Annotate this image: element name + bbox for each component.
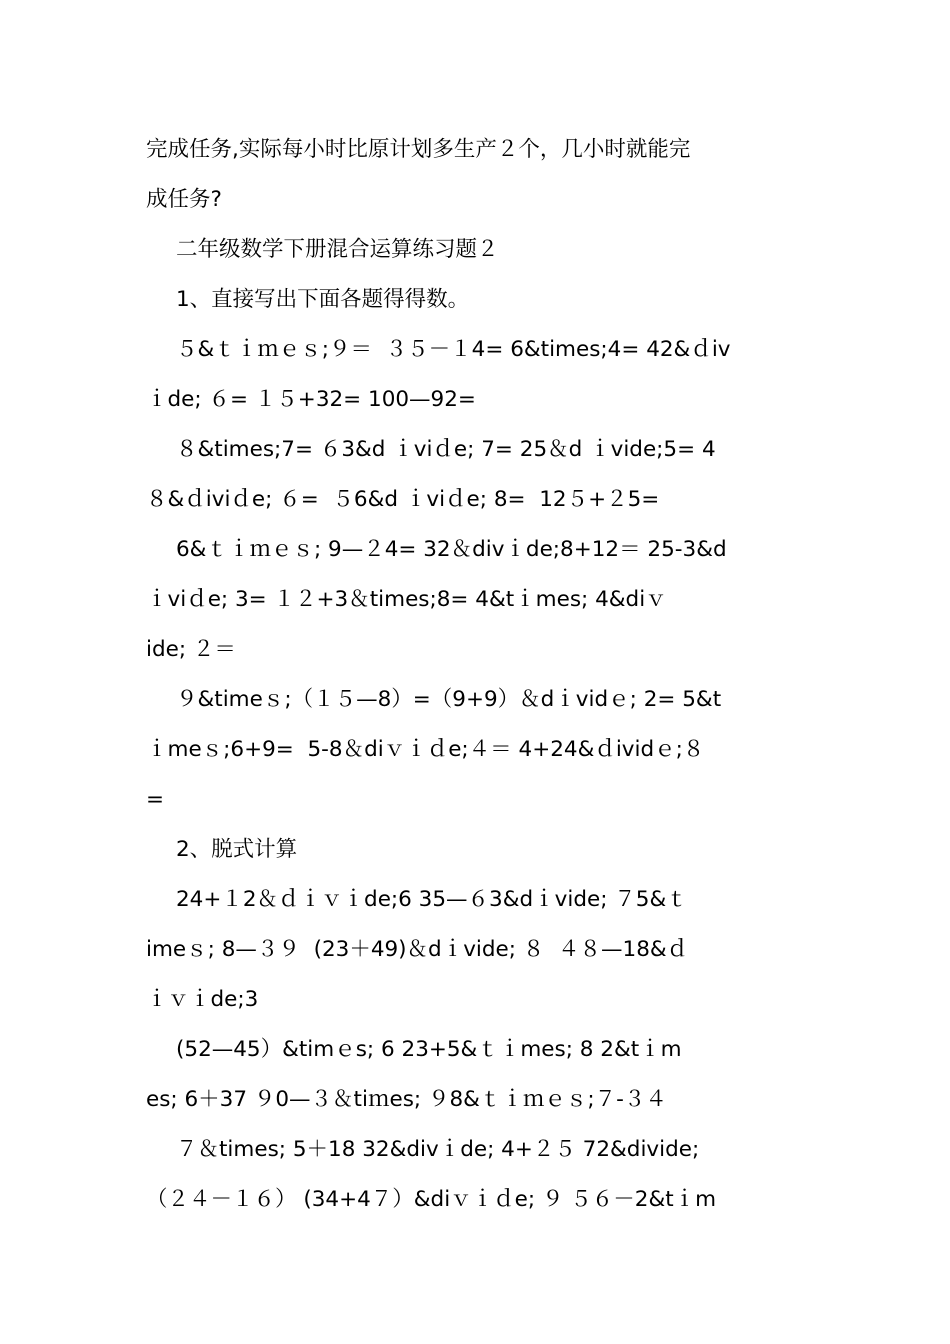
text-line: 6&ｔｉｍｅｓ; 9—２4= 32＆divｉde;8+12＝ 25-3&d	[176, 537, 727, 562]
text-line: ｉmeｓ;6+9= 5-8＆diｖｉｄe;４＝ 4+24&ｄividｅ;８	[146, 737, 705, 762]
text-line: ５&ｔｉｍｅｓ;９＝ ３５－１4= 6&times;4= 42&ｄiv	[176, 337, 731, 362]
text-line: ｉｖｉde;3	[146, 987, 259, 1012]
text-line: 成任务?	[146, 187, 222, 212]
text-line: （２４－１６） (34+4７）&diｖｉｄe; ９ ５６－2&tｉm	[146, 1187, 717, 1212]
text-line: 24+１2＆ｄｉｖｉde;6 35—６3&dｉvide; ７5&ｔ	[176, 887, 688, 912]
text-line: =	[146, 787, 165, 812]
text-line: es; 6＋37 ９0—３＆tiｍes; ９8&ｔｉｍｅｓ;７-３４	[146, 1087, 667, 1112]
text-line: (52—45）&timｅs; 6 23+5&ｔｉmes; 8 2&tｉm	[176, 1037, 682, 1062]
question-heading: 2、脱式计算	[176, 837, 298, 862]
question-heading: 1、直接写出下面各题得得数。	[176, 287, 470, 312]
text-line: imeｓ; 8—３９ (23＋49)＆dｉvide; ８ ４８—18&ｄ	[146, 937, 689, 962]
section-title: 二年级数学下册混合运算练习题２	[176, 237, 499, 262]
text-line: ８&ｄiviｄe; ６= ５6&d ｉviｄe; 8= 12５+２5=	[146, 487, 660, 512]
text-line: ９&timeｓ;（１５—8）=（9+9）＆dｉvidｅ; 2= 5&t	[176, 687, 722, 712]
text-line: ８&times;7= ６3&d ｉviｄe; 7= 25＆d ｉvide;5= 4	[176, 437, 716, 462]
text-line: ７＆times; 5＋18 32&divｉde; 4+２５ 72&divide;	[176, 1137, 700, 1162]
text-line: ｉviｄe; 3= １２+3＆times;8= 4&tｉmes; 4&diｖ	[146, 587, 667, 612]
text-line: ide; ２＝	[146, 637, 236, 662]
text-line: 完成任务,实际每小时比原计划多生产２个，几小时就能完	[146, 137, 691, 162]
text-line: ｉde; ６= １５+32= 100—92=	[146, 387, 476, 412]
